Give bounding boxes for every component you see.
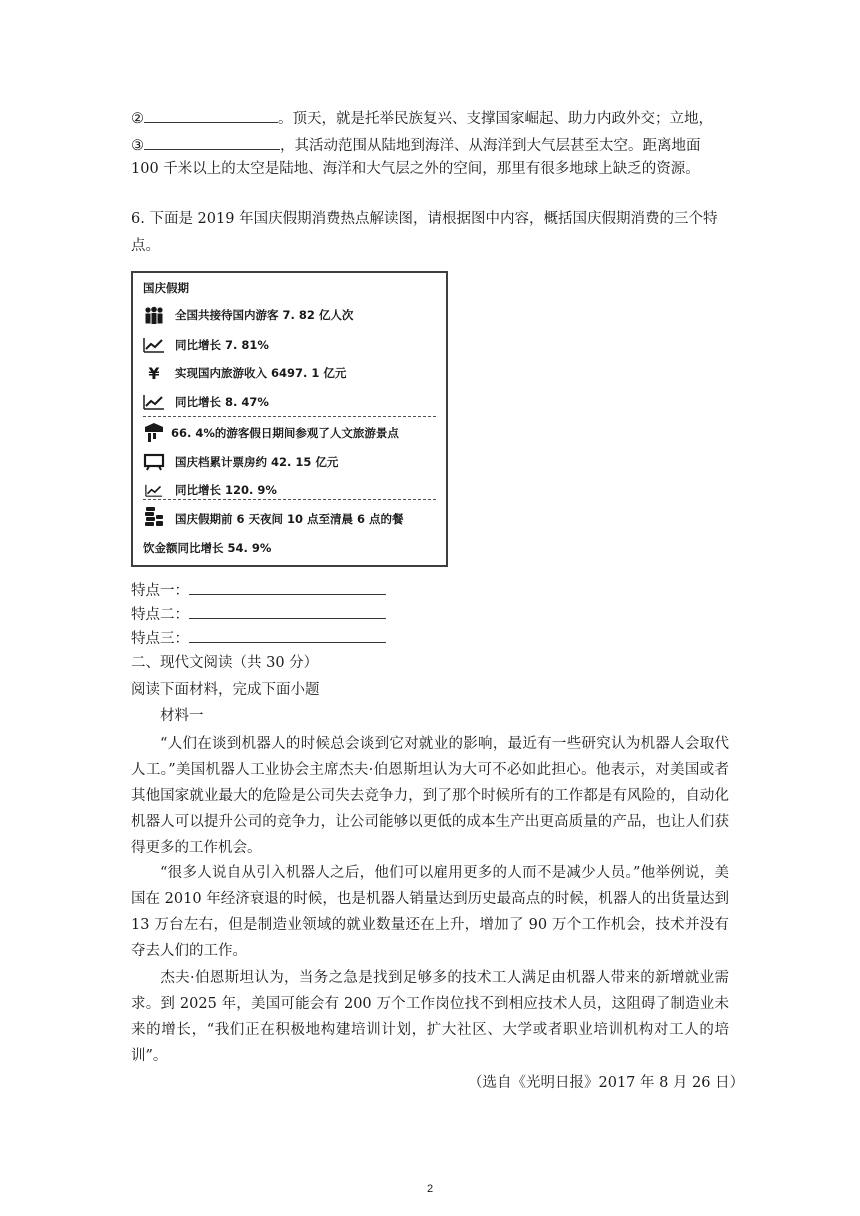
infographic-title: 国庆假期 xyxy=(143,281,189,295)
holiday-infographic xyxy=(131,271,448,567)
feature-2-line xyxy=(131,604,386,625)
infographic-item-cultural: 66. 4%的游客假日期间参观了人文旅游景点 xyxy=(171,426,399,440)
answer-blank[interactable] xyxy=(189,628,386,643)
trend-icon xyxy=(143,392,165,412)
screen-icon xyxy=(143,452,165,472)
section-divider xyxy=(143,499,436,500)
item-number: ③ xyxy=(131,138,144,154)
section-instruction: 阅读下面材料，完成下面小题 xyxy=(131,682,320,698)
feature-label: 特点一： xyxy=(131,583,189,599)
infographic-item-growth-3: 同比增长 120. 9% xyxy=(175,483,277,497)
coins-icon xyxy=(143,507,165,527)
material-paragraph-3: 杰夫·伯恩斯坦认为，当务之急是找到足够多的技术工人满足由机器人带来的新增就业需求。到 2025 年，美国可能会有 200 万个工作岗位找不到相应技术人员，这阻碍了制造业未来的增长，“我们正在积极地构建培训计划，扩大社区、大学或者职业培训机构对工人的培训”。 xyxy=(131,970,729,1064)
line-text: 。顶天，就是托举民族复兴、支撑国家崛起、助力内政外交；立地， xyxy=(278,111,713,127)
feature-label: 特点二： xyxy=(131,607,189,623)
landmark-icon xyxy=(143,423,165,443)
answer-blank[interactable] xyxy=(144,108,278,123)
question-6-line2: 点。 xyxy=(131,238,160,254)
material-paragraph-1: “人们在谈到机器人的时候总会谈到它对就业的影响，最近有一些研究认为机器人会取代人工。”美国机器人工业协会主席杰夫·伯恩斯坦认为大可不必如此担心。他表示，对美国或者其他国家就业最大的危险是公司失去竞争力，到了那个时候所有的工作都是有风险的，自动化机器人可以提升公司的竞争力，让公司能够以更低的成本生产出更高质量的产品，也让人们获得更多的工作机会。 xyxy=(131,736,729,856)
trend-icon xyxy=(143,335,165,355)
infographic-item-growth-1: 同比增长 7. 81% xyxy=(175,338,269,352)
infographic-item-revenue: 实现国内旅游收入 6497. 1 亿元 xyxy=(175,366,347,380)
infographic-item-growth-2: 同比增长 8. 47% xyxy=(175,395,269,409)
answer-blank[interactable] xyxy=(189,580,386,595)
infographic-footer: 饮金额同比增长 54. 9% xyxy=(143,541,272,555)
trend-icon xyxy=(143,480,165,500)
question-6-line1: 6. 下面是 2019 年国庆假期消费热点解读图，请根据图中内容，概括国庆假期消费的三个特 xyxy=(131,211,718,227)
section-divider xyxy=(143,416,436,417)
feature-label: 特点三： xyxy=(131,631,189,647)
feature-1-line xyxy=(131,580,386,601)
feature-3-line xyxy=(131,628,386,649)
infographic-item-box-office: 国庆档累计票房约 42. 15 亿元 xyxy=(175,455,339,469)
section-heading: 二、现代文阅读（共 30 分） xyxy=(131,655,319,671)
page-number: 2 xyxy=(426,1183,434,1195)
infographic-item-night-dining: 国庆假期前 6 天夜间 10 点至清晨 6 点的餐 xyxy=(175,512,404,526)
answer-blank[interactable] xyxy=(189,604,386,619)
line-text: ，其活动范围从陆地到海洋、从海洋到大气层甚至太空。距离地面 xyxy=(280,138,701,154)
material-paragraph-2: “很多人说自从引入机器人之后，他们可以雇用更多的人而不是减少人员。”他举例说，美国在 2010 年经济衰退的时候，也是机器人销量达到历史最高点的时候，机器人的出货量达到 13 万台左右，但是制造业领域的就业数量还在上升，增加了 90 万个工作机会，技术并没有夺去人们的工作。 xyxy=(131,865,729,959)
yuan-icon: ¥ xyxy=(148,363,160,383)
source-citation: （选自《光明日报》2017 年 8 月 26 日） xyxy=(468,1075,745,1091)
blank-line-3 xyxy=(131,135,701,156)
space-resources-line: 100 千米以上的太空是陆地、海洋和大气层之外的空间，那里有很多地球上缺乏的资源。 xyxy=(131,161,700,177)
answer-blank[interactable] xyxy=(144,135,280,150)
item-number: ② xyxy=(131,111,144,127)
material-label: 材料一 xyxy=(160,708,204,724)
people-icon xyxy=(143,305,165,325)
infographic-item-visitors: 全国共接待国内游客 7. 82 亿人次 xyxy=(175,308,354,322)
blank-line-2 xyxy=(131,108,713,129)
